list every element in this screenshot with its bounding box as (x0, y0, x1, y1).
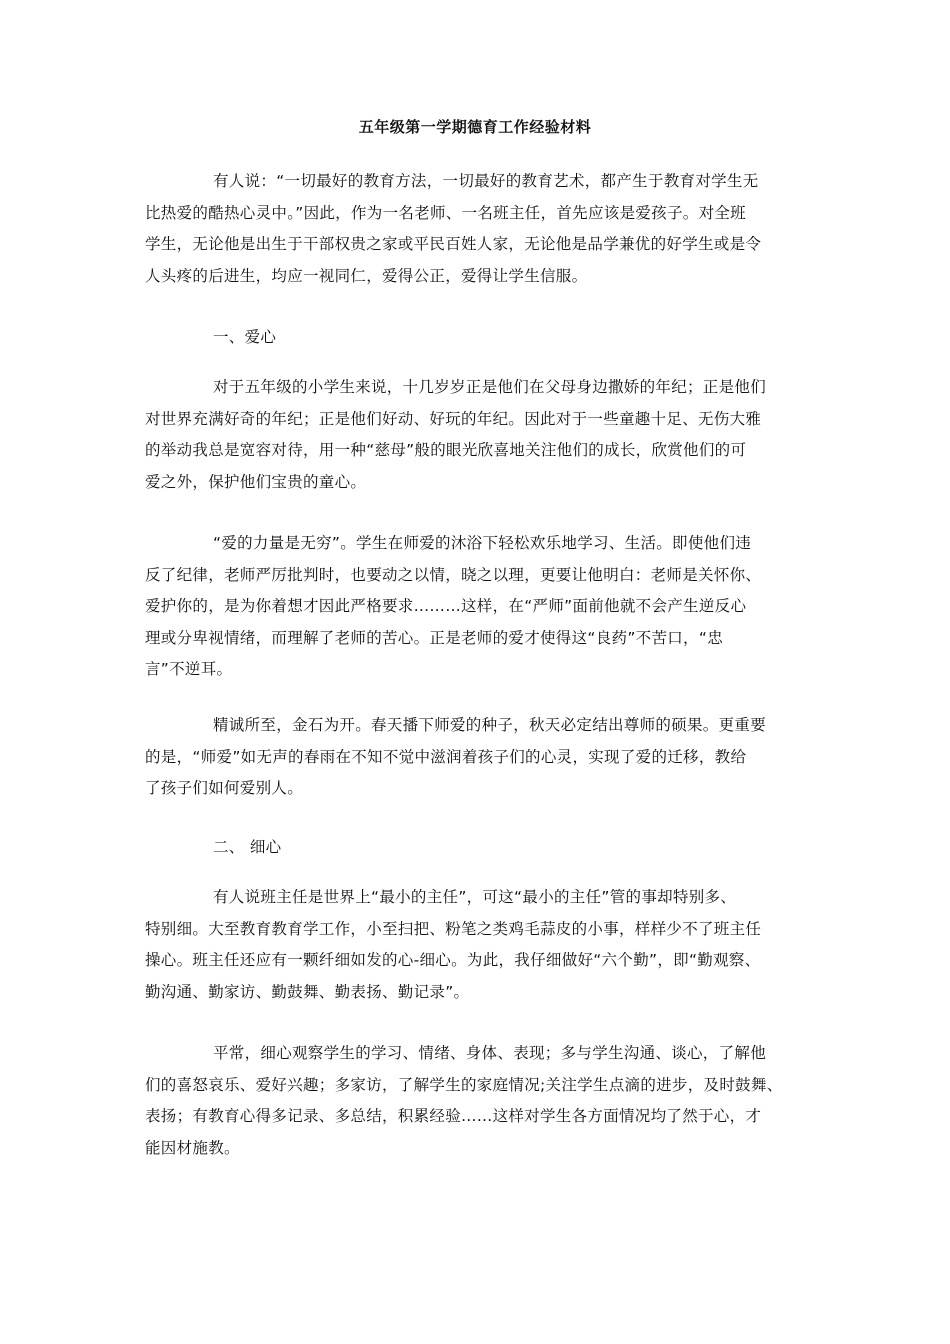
paragraph-line: 特别细。大至教育教育学工作，小至扫把、粉笔之类鸡毛蒜皮的小事，样样少不了班主任 (145, 919, 762, 938)
paragraph-line: 反了纪律，老师严厉批判时，也要动之以情，晓之以理，更要让他明白：老师是关怀你、 (145, 565, 762, 584)
paragraph-line: 爱护你的，是为你着想才因此严格要求………这样，在“严师”面前他就不会产生逆反心 (145, 597, 747, 615)
paragraph-line: 对于五年级的小学生来说，十几岁岁正是他们在父母身边撒娇的年纪；正是他们 (213, 378, 767, 396)
paragraph-line: 的举动我总是宽容对待，用一种“慈母”般的眼光欣喜地关注他们的成长，欣赏他们的可 (145, 441, 747, 459)
paragraph-care-2 (145, 1038, 805, 1164)
paragraph-line: 精诚所至，金石为开。春天播下师爱的种子，秋天必定结出尊师的硕果。更重要 (213, 716, 767, 734)
paragraph-love-3 (145, 710, 805, 805)
paragraph-line: 了孩子们如何爱别人。 (145, 779, 304, 797)
document-title: 五年级第一学期德育工作经验材料 (358, 118, 592, 136)
paragraph-line: 言”不逆耳。 (145, 660, 233, 678)
paragraph-line: 对世界充满好奇的年纪；正是他们好动、好玩的年纪。因此对于一些童趣十足、无伤大雅 (145, 409, 762, 428)
paragraph-line: 比热爱的酷热心灵中。”因此，作为一名老师、一名班主任，首先应该是爱孩子。对全班 (145, 203, 746, 222)
paragraph-care-1 (145, 882, 805, 1008)
paragraph-line: 表扬；有教育心得多记录、多总结，积累经验……这样对学生各方面情况均了然于心，才 (145, 1107, 762, 1125)
paragraph-love-1 (145, 372, 805, 498)
paragraph-line: 平常，细心观察学生的学习、情绪、身体、表现；多与学生沟通、谈心，了解他 (213, 1044, 767, 1062)
section-heading-care: 二、 细心 (213, 838, 282, 856)
paragraph-line: 的是，“师爱”如无声的春雨在不知不觉中滋润着孩子们的心灵，实现了爱的迁移，教给 (145, 747, 747, 766)
paragraph-line: 学生，无论他是出生于干部权贵之家或平民百姓人家，无论他是品学兼优的好学生或是令 (145, 235, 762, 253)
paragraph-line: “爱的力量是无穷”。学生在师爱的沐浴下轻松欢乐地学习、生活。即使他们违 (213, 534, 752, 552)
paragraph-line: 能因材施教。 (145, 1138, 240, 1157)
paragraph-line: 人头疼的后进生，均应一视同仁，爱得公正，爱得让学生信服。 (145, 266, 588, 285)
paragraph-line: 有人说班主任是世界上“最小的主任”，可这“最小的主任”管的事却特别多、 (213, 888, 737, 906)
paragraph-line: 操心。班主任还应有一颗纤细如发的心-细心。为此，我仔细做好“六个勤”，即“勤观察、 (145, 951, 761, 969)
paragraph-line: 有人说：“一切最好的教育方法，一切最好的教育艺术，都产生于教育对学生无 (213, 172, 759, 190)
paragraph-line: 爱之外，保护他们宝贵的童心。 (145, 472, 367, 491)
paragraph-love-2 (145, 528, 805, 686)
paragraph-line: 理或分卑视情绪，而理解了老师的苦心。正是老师的爱才使得这“良药”不苦口，“忠 (145, 628, 723, 647)
section-heading-love: 一、爱心 (213, 328, 277, 346)
paragraph-line: 们的喜怒哀乐、爱好兴趣；多家访，了解学生的家庭情况;关注学生点滴的进步，及时鼓舞、 (145, 1075, 783, 1094)
paragraph-intro (145, 166, 805, 292)
paragraph-line: 勤沟通、勤家访、勤鼓舞、勤表扬、勤记录”。 (145, 982, 470, 1001)
